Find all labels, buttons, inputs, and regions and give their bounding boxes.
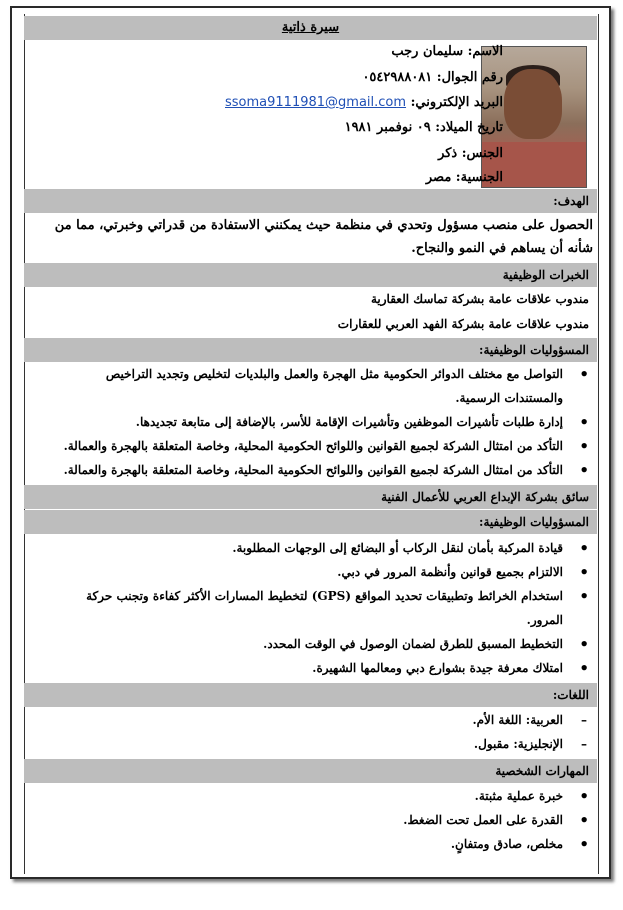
mobile-field: رقم الجوال: ٠٥٤٢٩٨٨٠٨١ <box>362 70 503 85</box>
list-item: • امتلاك معرفة جيدة بشوارع دبي ومعالمها الشهيرة. <box>53 656 593 680</box>
email-label: البريد الإلكتروني: <box>410 95 503 110</box>
goal-text: الحصول على منصب مسؤول وتحدي في منظمة حيث يمكنني الاستفادة من قدراتي وخبرتي، مما من شأنه أن يساهم في النمو والنجاح. <box>54 218 593 256</box>
job-title-3-bar <box>24 485 597 509</box>
document-title: سيرة ذاتية <box>281 20 340 35</box>
experience-heading: الخبرات الوظيفية <box>24 263 597 287</box>
gender-field: الجنس: ذكر <box>438 146 503 161</box>
list-item: • التأكد من امتثال الشركة لجميع القوانين واللوائح الحكومية المحلية، وخاصة المتعلقة بالهجرة والعمالة. <box>51 458 593 482</box>
job-title-3: سائق بشركة الإبداع العربي للأعمال الفنية <box>381 490 589 504</box>
languages-heading: اللغات: <box>24 683 597 707</box>
profile-photo <box>481 46 587 188</box>
list-item: • قيادة المركبة بأمان لنقل الركاب أو البضائع إلى الوجهات المطلوبة. <box>53 536 593 560</box>
email-row <box>225 95 503 110</box>
list-item: • الالتزام بجميع قوانين وأنظمة المرور في دبي. <box>53 560 593 584</box>
list-item: • القدرة على العمل تحت الضغط. <box>53 808 593 832</box>
name-field: الاسم: سليمان رجب <box>391 44 503 59</box>
nationality-field: الجنسية: مصر <box>425 170 503 185</box>
job-title-2: مندوب علاقات عامة بشركة الفهد العربي للعقارات <box>337 317 589 331</box>
driver-responsibilities-list <box>53 536 593 704</box>
list-item: – الإنجليزية: مقبول. <box>53 732 593 756</box>
driver-responsibilities-heading: المسؤوليات الوظيفية: <box>24 510 597 534</box>
languages-list <box>53 708 593 756</box>
list-item: • استخدام الخرائط وتطبيقات تحديد المواقع (GPS) لتخطيط المسارات الأكثر كفاءة وتجنب حركة المرور. <box>53 584 593 632</box>
list-item: • إدارة طلبات تأشيرات الموظفين وتأشيرات الإقامة للأسر، بالإضافة إلى متابعة تجديدها. <box>51 410 593 434</box>
responsibilities-heading: المسؤوليات الوظيفية: <box>24 338 597 362</box>
birth-date-field: تاريخ الميلاد: ٠٩ نوفمبر ١٩٨١ <box>344 120 503 135</box>
skills-heading: المهارات الشخصية <box>24 759 597 783</box>
list-item: • التواصل مع مختلف الدوائر الحكومية مثل الهجرة والعمل والبلديات لتخليص وتجديد التراخيص والمستندات الرسمية. <box>51 362 593 410</box>
list-item: • خبرة عملية مثبتة. <box>53 784 593 808</box>
skills-list <box>53 784 593 856</box>
document-title-bar <box>24 16 597 40</box>
responsibilities-list <box>51 362 593 482</box>
goal-heading: الهدف: <box>24 189 597 213</box>
list-item: – العربية: اللغة الأم. <box>53 708 593 732</box>
list-item: • مخلص، صادق ومتفانٍ. <box>53 832 593 856</box>
list-item: • التأكد من امتثال الشركة لجميع القوانين واللوائح الحكومية المحلية، وخاصة المتعلقة بالهجرة والعمالة. <box>51 434 593 458</box>
job-title-1: مندوب علاقات عامة بشركة تماسك العقارية <box>370 292 589 306</box>
list-item: • التخطيط المسبق للطرق لضمان الوصول في الوقت المحدد. <box>53 632 593 656</box>
email-link[interactable]: ssoma9111981@gmail.com <box>225 95 407 110</box>
